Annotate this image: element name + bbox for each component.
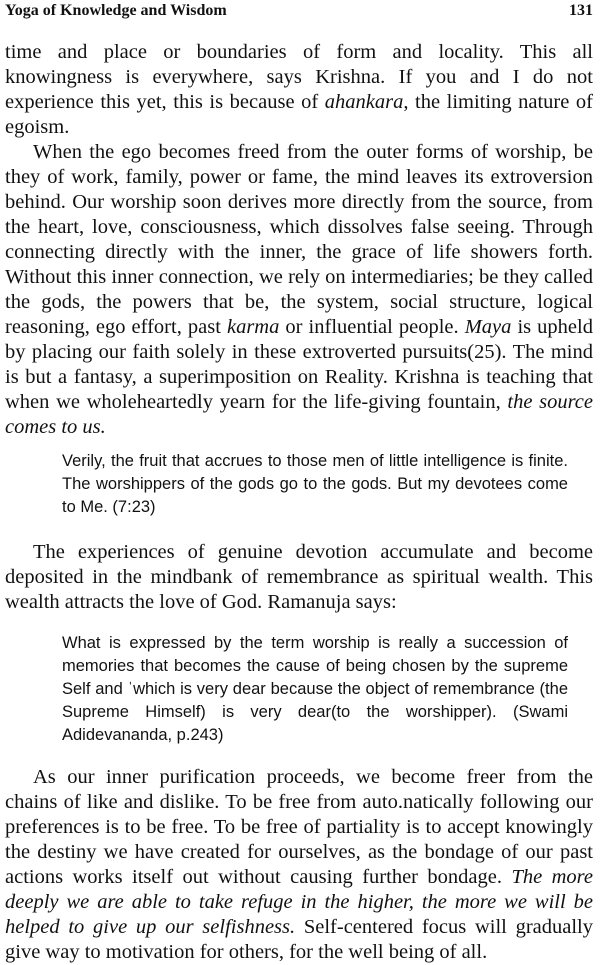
paragraph-2 xyxy=(5,140,593,440)
paragraph-2-text: When the ego becomes freed from the outer forms of worship, be they of work, family, power or fame, the mind leaves its extroversion behind. Our worship soon derives more directly from the source, from the heart, love, consciousness, which dissolves false seeing. Through connecting directly with the inner, the grace of life showers forth. Without this inner connection, we rely on intermediaries; be they called the gods, the powers that be, the system, social structure, logical reasoning, ego effort, past xyxy=(5,141,593,338)
paragraph-4-text: As our inner purification proceeds, we become freer from the chains of like and dislike. To be free from auto.natically following our preferences is to be free. To be free of partiality is to accept knowingly the destiny we have created for ourselves, as the bondage of our past actions works itself out without causing further bondage. xyxy=(5,766,593,888)
paragraph-2-text-3: is upheld by placing our faith solely in these extroverted pursuits(25). The mind is but a fantasy, a superimposition on Reality. Krishna is teaching that when we wholeheartedly yearn for the life-giving fountain, xyxy=(5,316,593,413)
paragraph-1 xyxy=(5,40,593,140)
running-header xyxy=(5,0,597,24)
paragraph-2-italic-maya: Maya xyxy=(464,316,512,338)
paragraph-1-italic: ahankara xyxy=(324,91,404,113)
paragraph-4-text-end: Self-centered focus will gradually give way to motivation for others, for the well being of all. xyxy=(5,916,593,963)
paragraph-2-text-2: or influential people. xyxy=(279,316,465,338)
paragraph-2-italic-end: the source comes to us. xyxy=(5,391,594,438)
paragraph-3-text: The experiences of genuine devotion accumulate and become deposited in the mindbank of remembrance as spiritual wealth. This wealth attracts the love of God. Ramanuja says: xyxy=(5,541,593,613)
paragraph-2-italic-karma: karma xyxy=(226,316,280,338)
chapter-title: Yoga of Knowledge and Wisdom xyxy=(5,2,227,19)
paragraph-4 xyxy=(5,765,593,965)
page-number: 131 xyxy=(569,2,593,19)
paragraph-1-text: time and place or boundaries of form and locality. This all knowingness is everywhere, says Krishna. If you and I do not experience this yet, this is because of xyxy=(5,41,593,113)
block-quote-ramanuja: What is expressed by the term worship is really a succession of memories that becomes the cause of being chosen by the supreme Self and ˈwhich is very dear because the object of remembrance (the Supreme Himself) is very dear(to the worshipper). (Swami Adidevananda, p.243) xyxy=(62,634,568,744)
paragraph-3 xyxy=(5,540,593,615)
block-quote-gita: Verily, the fruit that accrues to those men of little intelligence is finite. The worshippers of the gods go to the gods. But my devotees come to Me. (7:23) xyxy=(62,452,568,516)
paragraph-1-text-end: , the limiting nature of egoism. xyxy=(5,91,593,138)
paragraph-4-italic: The more deeply we are able to take refuge in the higher, the more we will be helped to give up our selfishness. xyxy=(5,866,593,938)
